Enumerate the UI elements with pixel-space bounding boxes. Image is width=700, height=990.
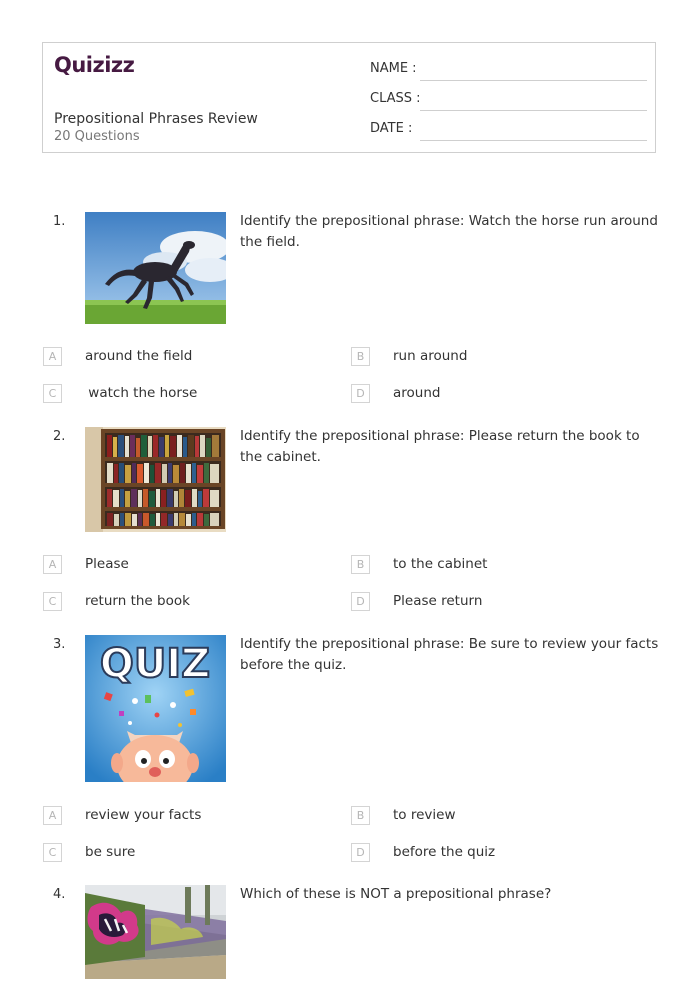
- option-d-box[interactable]: D: [351, 384, 370, 403]
- graffiti-wall-image: [85, 885, 226, 979]
- option-b-text: to review: [393, 807, 456, 823]
- quiz-cartoon-label: QUIZ: [99, 641, 211, 687]
- name-label: NAME :: [370, 61, 417, 76]
- class-label: CLASS :: [370, 91, 421, 106]
- option-b-text: to the cabinet: [393, 556, 488, 572]
- option-b-box[interactable]: B: [351, 806, 370, 825]
- option-c-box[interactable]: C: [43, 843, 62, 862]
- class-field[interactable]: [370, 91, 647, 111]
- question-number: 2.: [53, 429, 66, 444]
- horse-image: [85, 212, 226, 324]
- question-text: Identify the prepositional phrase: Please return the book to the cabinet.: [240, 428, 640, 465]
- option-a-box[interactable]: A: [43, 806, 62, 825]
- question-number: 4.: [53, 887, 66, 902]
- class-line: [420, 110, 647, 111]
- option-a-text: Please: [85, 556, 129, 572]
- option-c-text: return the book: [85, 593, 190, 609]
- option-d-text: Please return: [393, 593, 483, 609]
- option-b-box[interactable]: B: [351, 347, 370, 366]
- option-d-box[interactable]: D: [351, 843, 370, 862]
- quiz-title: Prepositional Phrases Review: [54, 111, 258, 127]
- option-b-box[interactable]: B: [351, 555, 370, 574]
- option-a-box[interactable]: A: [43, 555, 62, 574]
- option-c-text: watch the horse: [84, 385, 198, 401]
- option-d-text: before the quiz: [393, 844, 496, 860]
- date-line: [420, 140, 647, 141]
- quiz-cartoon-image: [85, 635, 226, 782]
- date-label: DATE :: [370, 121, 413, 136]
- date-field[interactable]: [370, 121, 647, 141]
- question-text: Identify the prepositional phrase: Be sure to review your facts before the quiz.: [240, 636, 659, 673]
- worksheet-header: [42, 42, 656, 153]
- question-number: 3.: [53, 637, 66, 652]
- option-b-text: run around: [393, 348, 468, 364]
- question-count: 20 Questions: [54, 129, 140, 144]
- option-a-box[interactable]: A: [43, 347, 62, 366]
- bookshelf-image: [85, 427, 226, 532]
- name-line: [420, 80, 647, 81]
- option-a-text: review your facts: [85, 807, 202, 823]
- name-field[interactable]: [370, 61, 647, 81]
- question-text: Which of these is NOT a prepositional phrase?: [240, 886, 552, 902]
- option-d-text: around: [393, 385, 441, 401]
- option-c-text: be sure: [85, 844, 136, 860]
- question-number: 1.: [53, 214, 66, 229]
- option-c-box[interactable]: C: [43, 384, 62, 403]
- option-c-box[interactable]: C: [43, 592, 62, 611]
- option-d-box[interactable]: D: [351, 592, 370, 611]
- quizizz-logo: Quizizz: [54, 53, 135, 77]
- question-text: Identify the prepositional phrase: Watch the horse run around the field.: [240, 213, 658, 250]
- option-a-text: around the field: [85, 348, 193, 364]
